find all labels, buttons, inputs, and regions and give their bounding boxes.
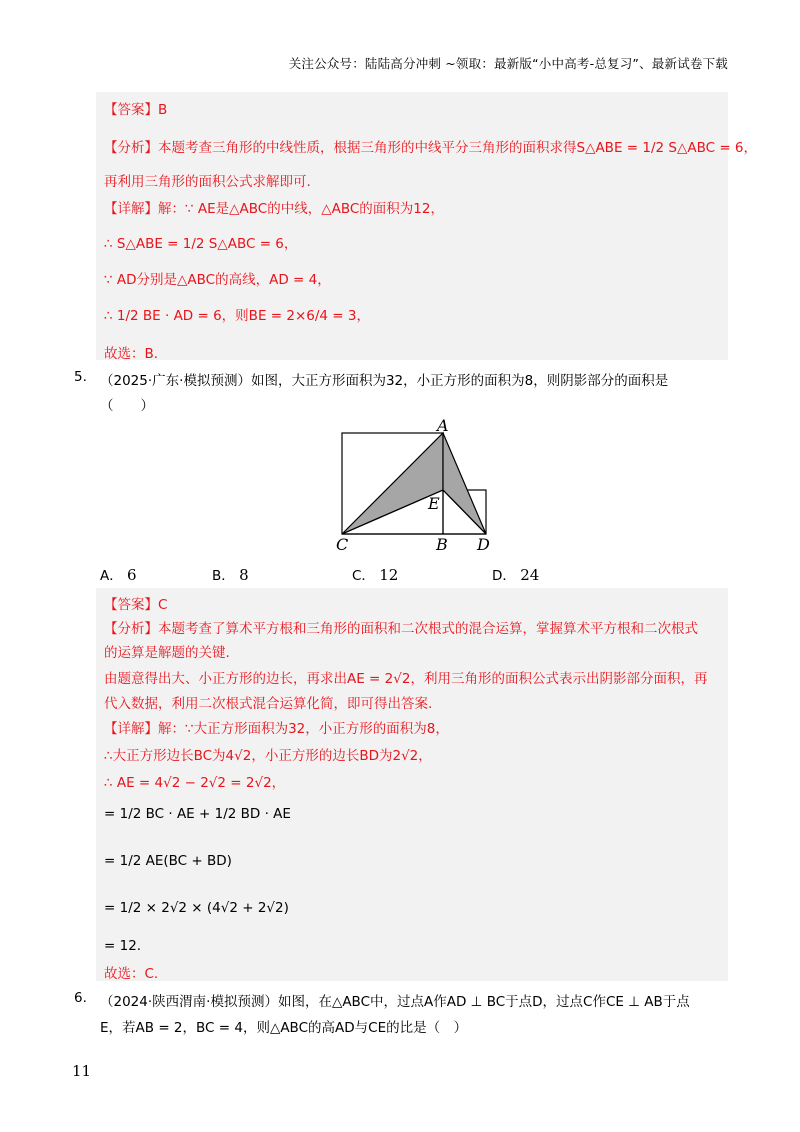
option-d[interactable]: D． 24 [492, 566, 540, 584]
label-a: A [437, 416, 449, 435]
detail-line-3: ∴ AE = 4√2 − 2√2 = 2√2， [104, 775, 286, 791]
answer-paren: （ ） [100, 398, 154, 414]
detail-line-1: 【详解】解：∵ AE是△ABC的中线，△ABC的面积为12， [104, 201, 444, 217]
detail-line-1: 【详解】解：∵大正方形面积为32，小正方形的面积为8， [104, 721, 449, 737]
page-number: 11 [72, 1062, 92, 1080]
detail-line-5: = 1/2 AE(BC + BD) [104, 853, 232, 869]
geometry-figure [330, 415, 500, 555]
analysis-text-2: 的运算是解题的关键. [104, 645, 230, 661]
label-b: B [436, 535, 448, 554]
detail-line-7: = 12. [104, 938, 142, 954]
page-header: 关注公众号：陆陆高分冲刺 ~领取：最新版“小中高考-总复习”、最新试卷下载 [288, 56, 728, 71]
detail-line-4: = 1/2 BC · AE + 1/2 BD · AE [104, 806, 291, 822]
analysis-text-2: 再利用三角形的面积公式求解即可. [104, 174, 311, 190]
label-c: C [336, 535, 349, 554]
question-stem-2: E，若AB = 2，BC = 4，则△ABC的高AD与CE的比是（ ） [100, 1020, 468, 1036]
detail-line-6: = 1/2 × 2√2 × (4√2 + 2√2) [104, 900, 289, 916]
detail-line-2: ∴ S△ABE = 1/2 S△ABC = 6， [104, 236, 298, 252]
choice-line: 故选：B. [104, 346, 159, 362]
analysis-text: 【分析】本题考查了算术平方根和三角形的面积和二次根式的混合运算，掌握算术平方根和二次根式 [104, 621, 698, 637]
analysis-text-4: 代入数据，利用二次根式混合运算化简，即可得出答案. [104, 696, 433, 712]
question-stem: （2024·陕西渭南·模拟预测）如图，在△ABC中，过点A作AD ⊥ BC于点D，过点C作CE ⊥ AB于点 [100, 994, 690, 1010]
answer-label: 【答案】B [104, 102, 168, 118]
label-d: D [477, 535, 490, 554]
shaded-triangle-ace [342, 433, 443, 534]
option-a[interactable]: A． 6 [100, 566, 137, 584]
question-stem: （2025·广东·模拟预测）如图，大正方形面积为32，小正方形的面积为8，则阴影部分的面积是 [100, 373, 669, 389]
analysis-text: 【分析】本题考查三角形的中线性质，根据三角形的中线平分三角形的面积求得S△ABE = 1/2 S△ABC = 6， [104, 140, 758, 156]
answer-label: 【答案】C [104, 597, 168, 613]
choice-line: 故选：C. [104, 966, 159, 982]
detail-line-2: ∴大正方形边长BC为4√2，小正方形的边长BD为2√2， [104, 748, 432, 764]
option-b[interactable]: B． 8 [212, 566, 249, 584]
question-number: 6. [74, 990, 87, 1006]
shaded-triangle-aed [443, 433, 486, 534]
analysis-text-3: 由题意得出大、小正方形的边长，再求出AE = 2√2，利用三角形的面积公式表示出阴影部分面积，再 [104, 671, 708, 687]
option-c[interactable]: C． 12 [352, 566, 399, 584]
detail-line-4: ∴ 1/2 BE · AD = 6，则BE = 2×6/4 = 3， [104, 308, 370, 324]
detail-line-3: ∵ AD分别是△ABC的高线，AD = 4， [104, 272, 331, 288]
label-e: E [428, 494, 440, 513]
question-number: 5. [74, 369, 87, 385]
